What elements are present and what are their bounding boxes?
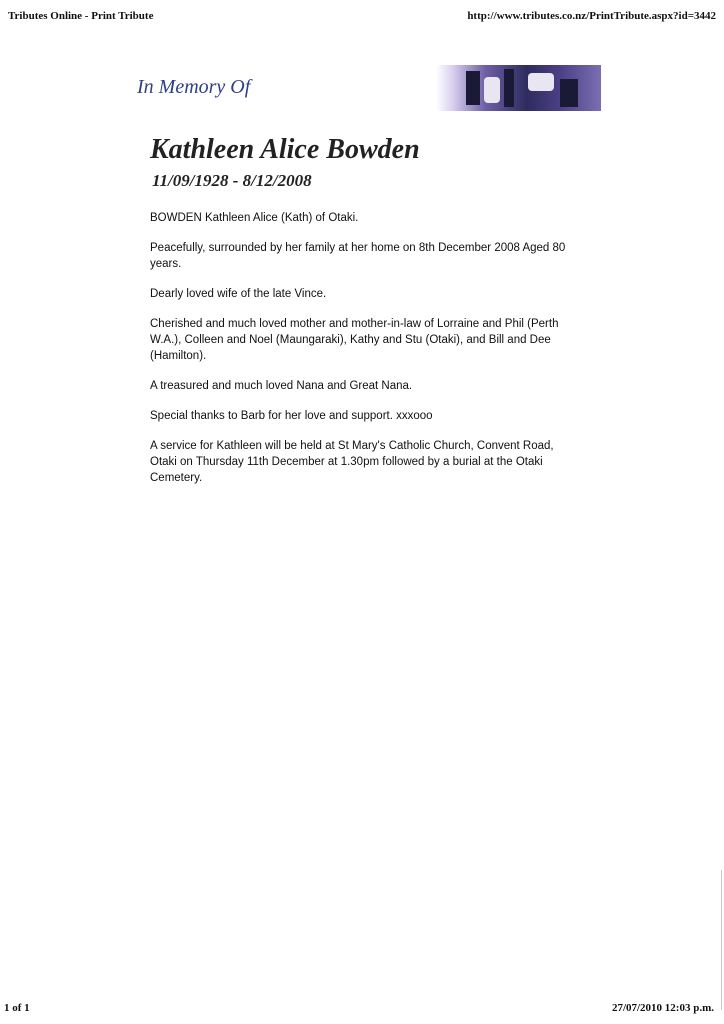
deceased-name: Kathleen Alice Bowden bbox=[150, 134, 420, 165]
notice-paragraph: Dearly loved wife of the late Vince. bbox=[150, 288, 327, 300]
tribute-banner-image bbox=[436, 65, 601, 111]
print-header-url: http://www.tributes.co.nz/PrintTribute.aspx?id=3442 bbox=[467, 10, 716, 22]
life-dates: 11/09/1928 - 8/12/2008 bbox=[152, 171, 312, 190]
scan-edge-line bbox=[721, 870, 722, 1010]
page-count: 1 of 1 bbox=[4, 1002, 30, 1014]
notice-paragraph: BOWDEN Kathleen Alice (Kath) of Otaki. bbox=[150, 212, 359, 224]
print-header-title: Tributes Online - Print Tribute bbox=[8, 10, 154, 22]
print-timestamp: 27/07/2010 12:03 p.m. bbox=[611, 1002, 714, 1014]
tribute-notice bbox=[150, 210, 580, 500]
notice-paragraph: Special thanks to Barb for her love and support. xxxooo bbox=[150, 410, 433, 422]
notice-paragraph: Peacefully, surrounded by her family at her home on 8th December 2008 Aged 80 years. bbox=[150, 242, 566, 270]
memory-heading: In Memory Of bbox=[137, 76, 251, 98]
notice-paragraph: A service for Kathleen will be held at St Mary's Catholic Church, Convent Road, Otaki on Thursday 11th December at 1.30pm followed by a burial at the Otaki Cemetery. bbox=[150, 440, 554, 484]
notice-paragraph: A treasured and much loved Nana and Great Nana. bbox=[150, 380, 413, 392]
notice-paragraph: Cherished and much loved mother and mother-in-law of Lorraine and Phil (Perth W.A.), Colleen and Noel (Maungaraki), Kathy and Stu (Otaki), and Bill and Dee (Hamilton). bbox=[150, 318, 559, 362]
